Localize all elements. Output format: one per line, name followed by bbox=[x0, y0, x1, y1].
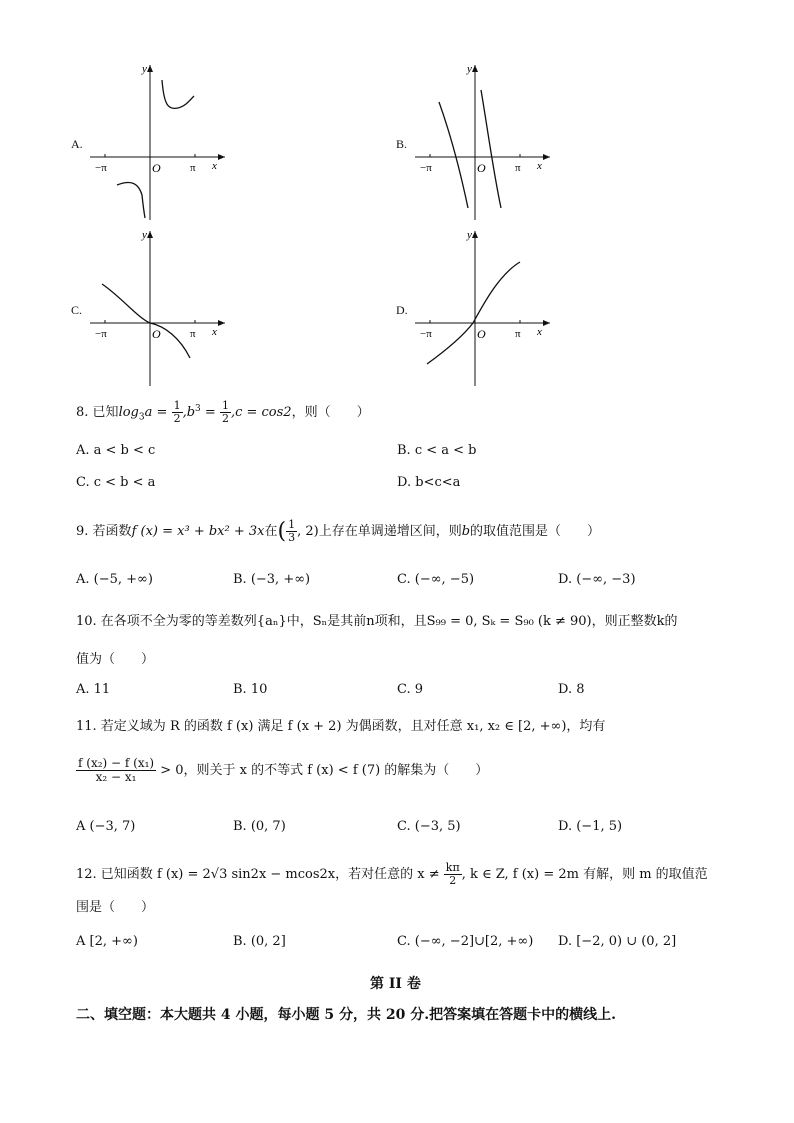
graph-b-label: B. bbox=[396, 137, 408, 151]
question-10-line2: 值为（ ） bbox=[76, 652, 155, 667]
q10-option-b: B. 10 bbox=[233, 682, 268, 697]
q10-option-a: A. 11 bbox=[76, 682, 111, 697]
svg-text:x: x bbox=[212, 326, 217, 338]
q9-option-b: B. (−3, +∞) bbox=[233, 572, 311, 587]
question-11-line2: $\frac{\text{f (x₂) − f (x₁)}}{\text{x₂ − x₁}}$ > 0，则关于 x 的不等式 f (x) < f (7) 的解集为（ ） bbox=[78, 756, 489, 785]
q8-option-c: C. c < b < a bbox=[76, 475, 156, 490]
q8-option-b: B. c < a < b bbox=[397, 443, 477, 458]
graph-b bbox=[415, 60, 615, 235]
q11-option-a: A (−3, 7) bbox=[76, 819, 136, 834]
question-11-line1: 11. 若定义域为 R 的函数 f (x) 满足 f (x + 2) 为偶函数，且对任意 x₁, x₂ ∈ [2, +∞)，均有 bbox=[76, 719, 606, 734]
svg-text:−π: −π bbox=[420, 162, 432, 174]
x-axis-label: x bbox=[212, 160, 217, 172]
part-2-title: 第 II 卷 bbox=[370, 976, 421, 992]
q9-option-c: C. (−∞, −5) bbox=[397, 572, 475, 587]
svg-text:x: x bbox=[537, 160, 542, 172]
graph-a-label: A. bbox=[71, 137, 83, 151]
q10-option-c: C. 9 bbox=[397, 682, 424, 697]
question-8: 8. 已知$\log_3a$ = $\frac{1}{2}$ $,b^3$ = $\frac{1}{2}$ ,c = cos2，则（ ） bbox=[76, 399, 370, 426]
question-12-line1: 12. 已知函数 f (x) = 2√3 sin2x − mcos2x，若对任意的 x ≠ $\frac{k\pi}{2}$ , k ∈ Z, f (x) = 2m 有解，则 m 的取值范 bbox=[76, 861, 708, 888]
question-10-line1: 10. 在各项不全为零的等差数列{aₙ}中，Sₙ是其前n项和，且S₉₉ = 0, Sₖ = S₉₀ (k ≠ 90)，则正整数k的 bbox=[76, 614, 678, 629]
svg-text:O: O bbox=[152, 327, 161, 341]
q8-option-a: A. a < b < c bbox=[76, 443, 156, 458]
svg-text:y: y bbox=[142, 229, 147, 241]
q12-option-c: C. (−∞, −2]∪[2, +∞) bbox=[397, 934, 534, 949]
question-12-line2: 围是（ ） bbox=[76, 900, 155, 915]
question-9: 9. 若函数f (x) = x³ + bx² + 3x在( $\frac{1}{3}$ , 2)上存在单调递增区间，则b的取值范围是（ ） bbox=[76, 517, 601, 544]
origin-label: O bbox=[152, 161, 161, 175]
graph-a bbox=[90, 60, 290, 235]
q10-option-d: D. 8 bbox=[558, 682, 585, 697]
q12-option-d: D. [−2, 0) ∪ (0, 2] bbox=[558, 934, 677, 949]
svg-text:π: π bbox=[515, 328, 521, 340]
graph-c bbox=[90, 226, 290, 401]
q11-option-c: C. (−3, 5) bbox=[397, 819, 461, 834]
svg-text:y: y bbox=[467, 229, 472, 241]
graph-d bbox=[415, 226, 615, 401]
q11-option-d: D. (−1, 5) bbox=[558, 819, 623, 834]
svg-text:x: x bbox=[537, 326, 542, 338]
q12-option-a: A [2, +∞) bbox=[76, 934, 138, 949]
neg-pi-label: −π bbox=[95, 162, 107, 174]
svg-text:π: π bbox=[190, 328, 196, 340]
svg-text:π: π bbox=[515, 162, 521, 174]
svg-text:y: y bbox=[467, 63, 472, 75]
svg-text:−π: −π bbox=[95, 328, 107, 340]
q11-option-b: B. (0, 7) bbox=[233, 819, 286, 834]
q12-option-b: B. (0, 2] bbox=[233, 934, 286, 949]
svg-text:O: O bbox=[477, 327, 486, 341]
section-fill-in-blank: 二、填空题：本大题共 4 小题，每小题 5 分，共 20 分.把答案填在答题卡中的横线上. bbox=[76, 1007, 616, 1023]
svg-text:−π: −π bbox=[420, 328, 432, 340]
graph-c-label: C. bbox=[71, 303, 83, 317]
pi-label: π bbox=[190, 162, 196, 174]
q9-option-d: D. (−∞, −3) bbox=[558, 572, 636, 587]
svg-text:O: O bbox=[477, 161, 486, 175]
graph-d-label: D. bbox=[396, 303, 408, 317]
y-axis-label: y bbox=[142, 63, 147, 75]
q8-option-d: D. b<c<a bbox=[397, 475, 461, 490]
q9-option-a: A. (−5, +∞) bbox=[76, 572, 153, 587]
